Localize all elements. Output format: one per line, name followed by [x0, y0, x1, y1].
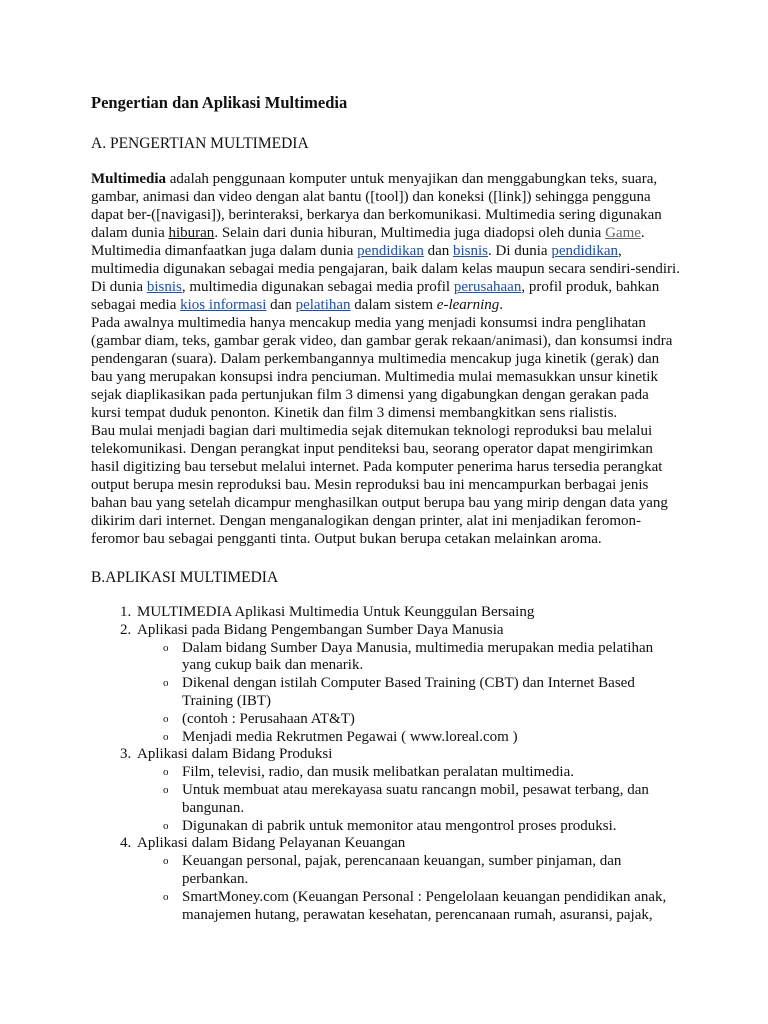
- section-a-body: [91, 170, 681, 548]
- list-item: [135, 835, 685, 924]
- sub-list-item: o Digunakan di pabrik untuk memonitor atau mengontrol proses produksi.: [182, 818, 685, 836]
- term-multimedia: Multimedia: [91, 171, 166, 187]
- list-item-label: Aplikasi pada Bidang Pengembangan Sumber Daya Manusia: [137, 621, 504, 638]
- link-bisnis-1[interactable]: bisnis: [453, 243, 489, 259]
- sub-list-item: o Dalam bidang Sumber Daya Manusia, multimedia merupakan media pelatihan yang cukup baik dan menarik.: [182, 640, 685, 676]
- link-game[interactable]: Game: [605, 225, 641, 241]
- text: dalam sistem: [350, 297, 437, 313]
- text: adalah penggunaan komputer untuk menyajikan dan menggabungkan teks, suara, gambar, animasi dan video dengan alat bantu ([tool]) dan koneksi ([link]) sehingga pengguna dapat ber-([navigasi]), berinteraksi, berkarya dan berkomunikasi. Multimedia sering digunakan dalam dunia: [91, 171, 662, 241]
- list-item-label: MULTIMEDIA Aplikasi Multimedia Untuk Keunggulan Bersaing: [137, 604, 535, 620]
- text: dan: [266, 297, 296, 313]
- list-item-label: Aplikasi dalam Bidang Pelayanan Keuangan: [137, 835, 406, 852]
- list-item-label: Aplikasi dalam Bidang Produksi: [137, 746, 333, 763]
- text: , multimedia digunakan sebagai media pengajaran, baik dalam kelas maupun secara sendiri-sendiri. Di dunia: [91, 243, 680, 295]
- paragraph-1: [91, 170, 681, 314]
- sub-list-item: o Dikenal dengan istilah Computer Based Training (CBT) dan Internet Based Training (IBT): [182, 675, 685, 711]
- sub-list-item: o SmartMoney.com (Keuangan Personal : Pengelolaan keuangan pendidikan anak, manajemen hutang, perawatan kesehatan, perencanaan rumah, asuransi, pajak,: [182, 889, 685, 925]
- link-pelatihan[interactable]: pelatihan: [295, 297, 351, 313]
- paragraph-3: Bau mulai menjadi bagian dari multimedia sejak ditemukan teknologi reproduksi bau melalui telekomunikasi. Dengan perangkat input penditeksi bau, seorang operator dapat mengirimkan hasil digitizing bau tersebut melalui internet. Pada komputer penerima harus tersedia perangkat output berupa mesin reproduksi bau. Mesin reproduksi bau ini mencampurkan berbagai jenis bahan bau yang setelah dicampur menghasilkan output berupa bau yang mirip dengan data yang dikirim dari internet. Dengan menganalogikan dengan printer, alat ini menjadikan feromon-feromor bau sebagai pengganti tinta. Output bukan berupa cetakan melainkan aroma.: [91, 423, 668, 547]
- application-list: [91, 604, 685, 924]
- text: , profil produk, bahkan sebagai media: [91, 279, 660, 313]
- page-title: Pengertian dan Aplikasi Multimedia: [91, 93, 348, 112]
- sub-list-item: o Keuangan personal, pajak, perencanaan keuangan, sumber pinjaman, dan perbankan.: [182, 853, 685, 889]
- text: .: [499, 297, 504, 313]
- text: . Di dunia: [488, 243, 552, 259]
- section-b-heading: B.APLIKASI MULTIMEDIA: [91, 569, 279, 586]
- sub-list-item: o Film, televisi, radio, dan musik melibatkan peralatan multimedia.: [182, 764, 685, 782]
- link-hiburan[interactable]: hiburan: [168, 225, 215, 241]
- link-kios-informasi[interactable]: kios informasi: [180, 297, 267, 313]
- list-item: [135, 604, 685, 622]
- sub-list: [137, 640, 685, 747]
- sub-list: [137, 764, 685, 835]
- text: . Multimedia dimanfaatkan juga dalam dunia: [91, 225, 645, 259]
- section-a-heading: A. PENGERTIAN MULTIMEDIA: [91, 135, 309, 152]
- text: dan: [423, 243, 453, 259]
- sub-list-item: o (contoh : Perusahaan AT&T): [182, 711, 685, 729]
- text: , multimedia digunakan sebagai media profil: [181, 279, 454, 295]
- sub-list-item: o Untuk membuat atau merekayasa suatu rancangn mobil, pesawat terbang, dan bangunan.: [182, 782, 685, 818]
- sub-list-item: o Menjadi media Rekrutmen Pegawai ( www.loreal.com ): [182, 729, 685, 747]
- text: . Selain dari dunia hiburan, Multimedia juga diadopsi oleh dunia: [214, 225, 606, 241]
- paragraph-2: Pada awalnya multimedia hanya mencakup media yang menjadi konsumsi indra penglihatan (gambar diam, teks, gambar gerak video, dan gambar gerak rekaan/animasi), dan konsumsi indra pendengaran (suara). Dalam perkembangannya multimedia mencakup juga kinetik (gerak) dan bau yang merupakan konsupsi indra penciuman. Multimedia mulai memasukkan unsur kinetik sejak diaplikasikan pada pertunjukan film 3 dimensi yang digabungkan dengan gerakan pada kursi tempat duduk penonton. Kinetik dan film 3 dimensi membangkitkan sens rialistis.: [91, 315, 673, 421]
- link-pendidikan-2[interactable]: pendidikan: [551, 243, 618, 259]
- sub-list: [137, 853, 685, 924]
- link-bisnis-2[interactable]: bisnis: [146, 279, 182, 295]
- link-pendidikan-1[interactable]: pendidikan: [357, 243, 424, 259]
- link-perusahaan[interactable]: perusahaan: [453, 279, 522, 295]
- list-item: [135, 746, 685, 835]
- term-elearning: e-learning: [436, 297, 500, 313]
- list-item: [135, 622, 685, 747]
